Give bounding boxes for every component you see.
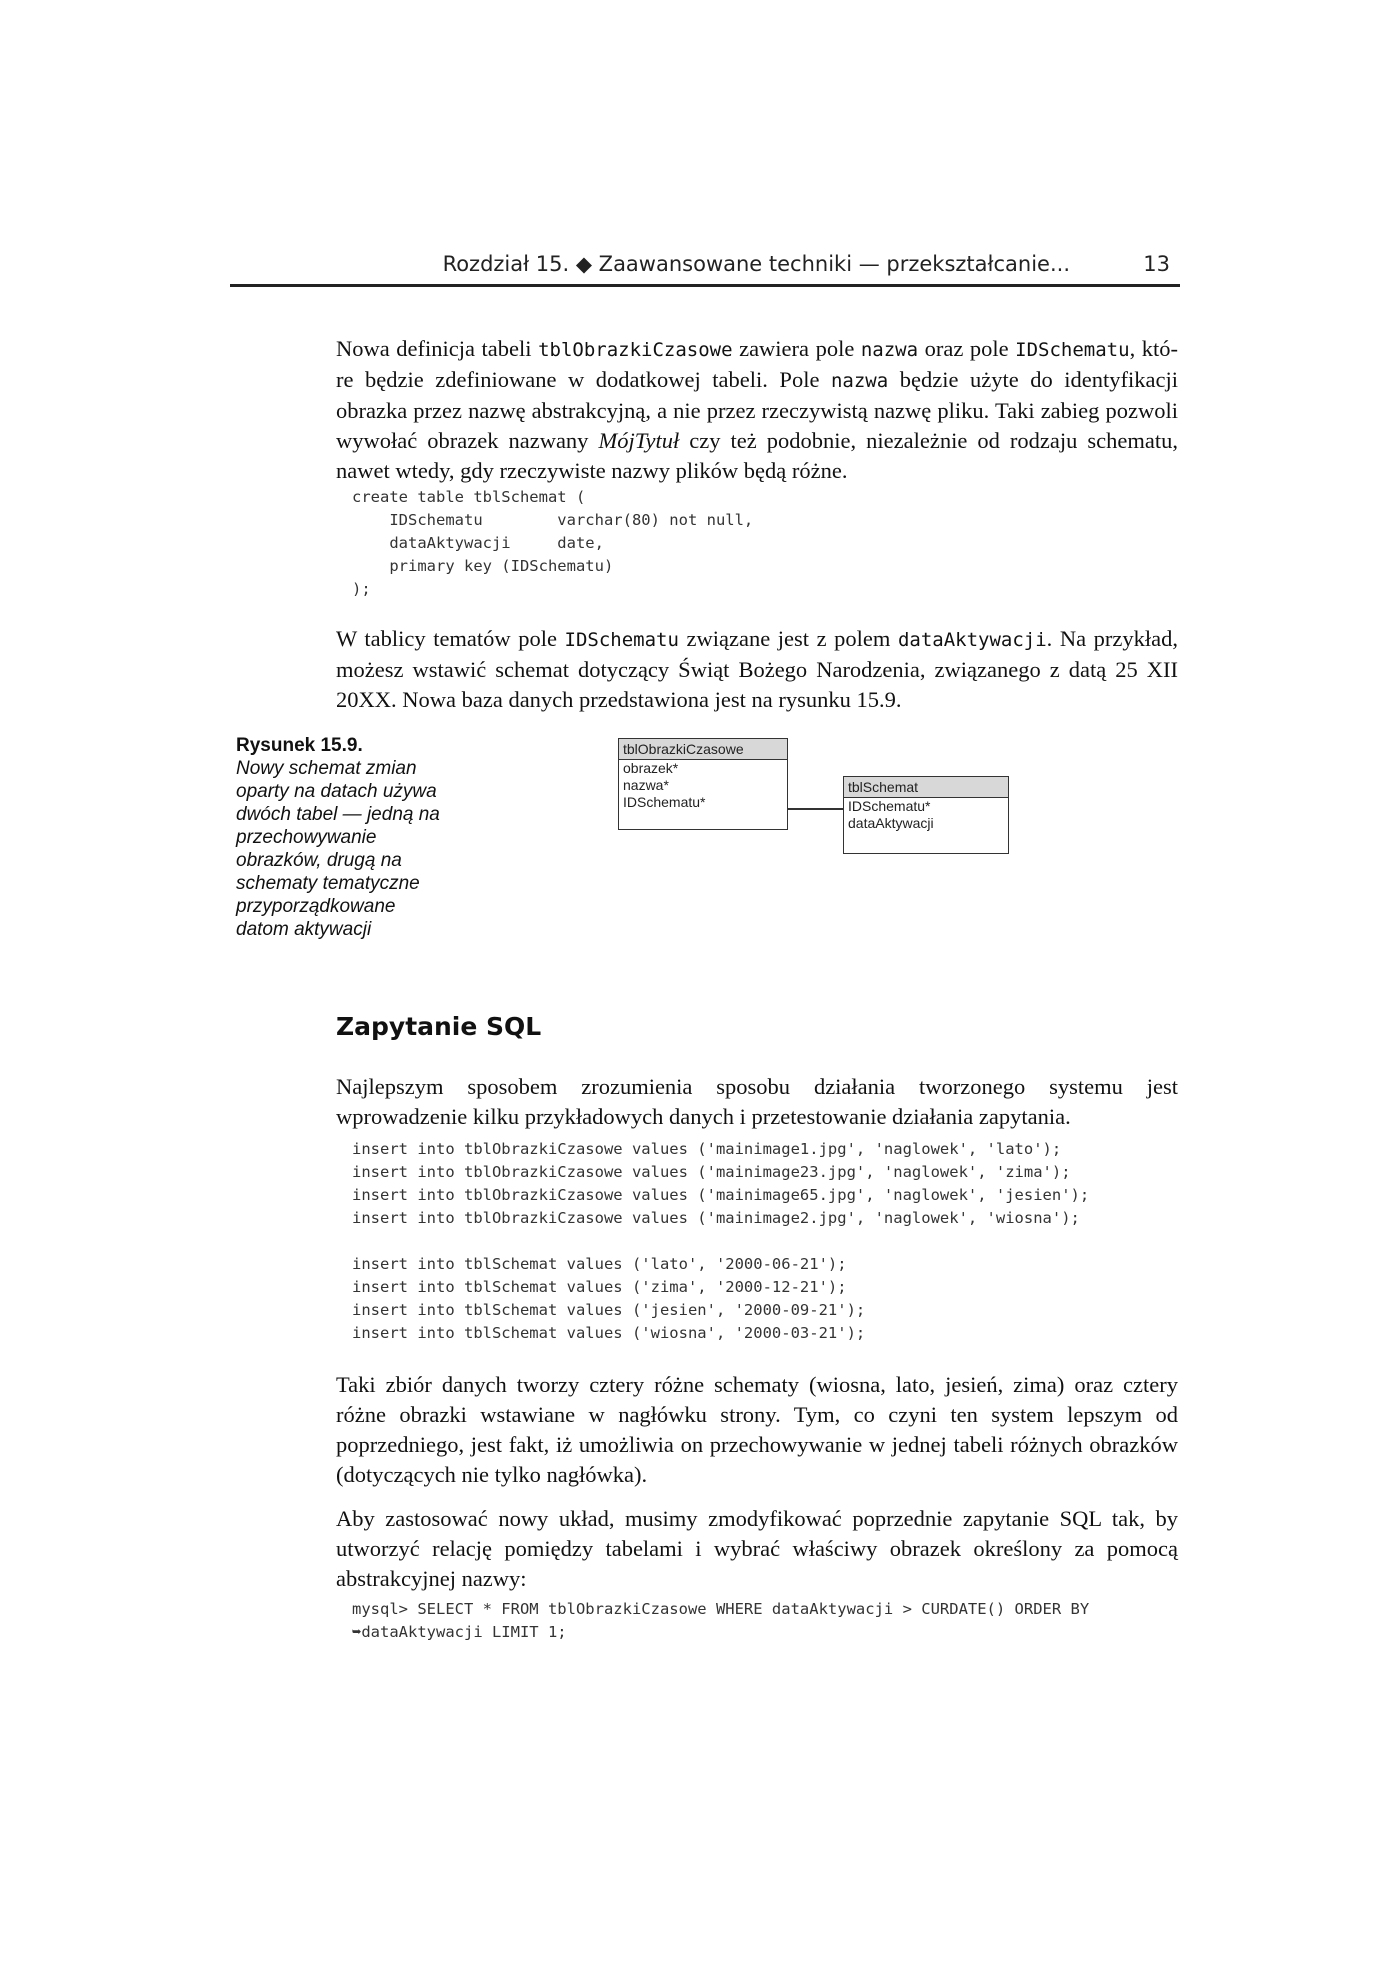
diagram-table-tblobrazkiczasowe [618, 738, 788, 830]
table-name: tblSchemat [844, 777, 1008, 798]
code-create-table: create table tblSchemat ( IDSchematu varchar(80) not null, dataAktywacji date, primary key (IDSchematu) ); [352, 488, 754, 598]
chapter-title: Rozdział 15. ◆ Zaawansowane techniki — przekształcanie... [442, 252, 1070, 276]
inline-code: IDSchematu [1015, 339, 1130, 361]
table-field: nazwa* [623, 777, 669, 793]
emphasis-title: MójTytuł [598, 428, 680, 453]
table-field: IDSchematu* [848, 798, 931, 814]
code-select-query: mysql> SELECT * FROM tblObrazkiCzasowe WHERE dataAktywacji > CURDATE() ORDER BY ➥dataAktywacji LIMIT 1; [352, 1600, 1090, 1641]
table-name: tblObrazkiCzasowe [619, 739, 787, 760]
inline-code: nazwa [830, 370, 889, 392]
figure-caption [236, 734, 446, 941]
paragraph-intro: Nowa definicja tabeli tblObrazkiCzasowe zawiera pole nazwa oraz pole IDSchematu, któ-re będzie zdefiniowane w dodatkowej tabeli. Pole nazwa będzie użyte do identyfikacji obrazka przez nazwę abstrakcyjną, a nie przez rzeczywistą nazwę pliku. Taki zabieg pozwoli wywołać obrazek nazwany MójTytuł czy też podobnie, niezależnie od rodzaju schematu, nawet wtedy, gdy rzeczywiste nazwy plików będą różne. [336, 336, 1178, 483]
diagram-table-tblschemat [843, 776, 1009, 854]
code-insert-statements: insert into tblObrazkiCzasowe values ('mainimage1.jpg', 'naglowek', 'lato'); insert into tblObrazkiCzasowe values ('mainimage23.jpg', 'naglowek', 'zima'); insert into tblObrazkiCzasowe values ('mainimage65.jpg', 'naglowek', 'jesien'); insert into tblObrazkiCzasowe values ('mainimage2.jpg', 'naglowek', 'wiosna'); insert into tblSchemat values ('lato', '2000-06-21'); insert into tblSchemat values ('zima', '2000-12-21'); insert into tblSchemat values ('jesien', '2000-09-21'); insert into tblSchemat values ('wiosna', '2000-03-21'); [352, 1140, 1090, 1342]
table-field: dataAktywacji [848, 815, 934, 831]
table-field: IDSchematu* [623, 794, 706, 810]
figure-label: Rysunek 15.9. [236, 735, 363, 756]
paragraph-new-layout: Aby zastosować nowy układ, musimy zmodyfikować poprzednie zapytanie SQL tak, by utworzyć relację pomiędzy tabelami i wybrać właściwy obrazek określony za pomocą abstrakcyjnej nazwy: [336, 1506, 1178, 1591]
table-field: obrazek* [623, 760, 679, 776]
relation-line [788, 808, 844, 810]
paragraph-data-set: Taki zbiór danych tworzy cztery różne schematy (wiosna, lato, jesień, zima) oraz cztery różne obrazki wstawiane w nagłówku strony. Tym, co czyni ten system lepszym od poprzedniego, jest fakt, iż umożliwia on przechowywanie w jednej tabeli różnych obrazków (dotyczących nie tylko nagłówka). [336, 1372, 1178, 1487]
section-heading: Zapytanie SQL [336, 1012, 542, 1041]
inline-code: tblObrazkiCzasowe [538, 339, 733, 361]
paragraph-sql-intro: Najlepszym sposobem zrozumienia sposobu działania tworzonego systemu jest wprowadzenie kilku przykładowych danych i przetestowanie działania zapytania. [336, 1074, 1178, 1129]
inline-code: IDSchematu [564, 629, 679, 651]
inline-code: nazwa [860, 339, 919, 361]
figure-caption-text: Nowy schemat zmian oparty na datach używa dwóch tabel — jedną na przechowywanie obrazków, drugą na schematy tematyczne przyporządkowane datom aktywacji [236, 758, 440, 940]
page-number: 13 [1143, 252, 1170, 276]
paragraph-schemat: W tablicy tematów pole IDSchematu związane jest z polem dataAktywacji. Na przykład, możesz wstawić schemat dotyczący Świąt Bożego Narodzenia, związanego z datą 25 XII 20XX. Nowa baza danych przedstawiona jest na rysunku 15.9. [336, 626, 1178, 712]
running-header [230, 250, 1180, 287]
inline-code: dataAktywacji [897, 629, 1047, 651]
